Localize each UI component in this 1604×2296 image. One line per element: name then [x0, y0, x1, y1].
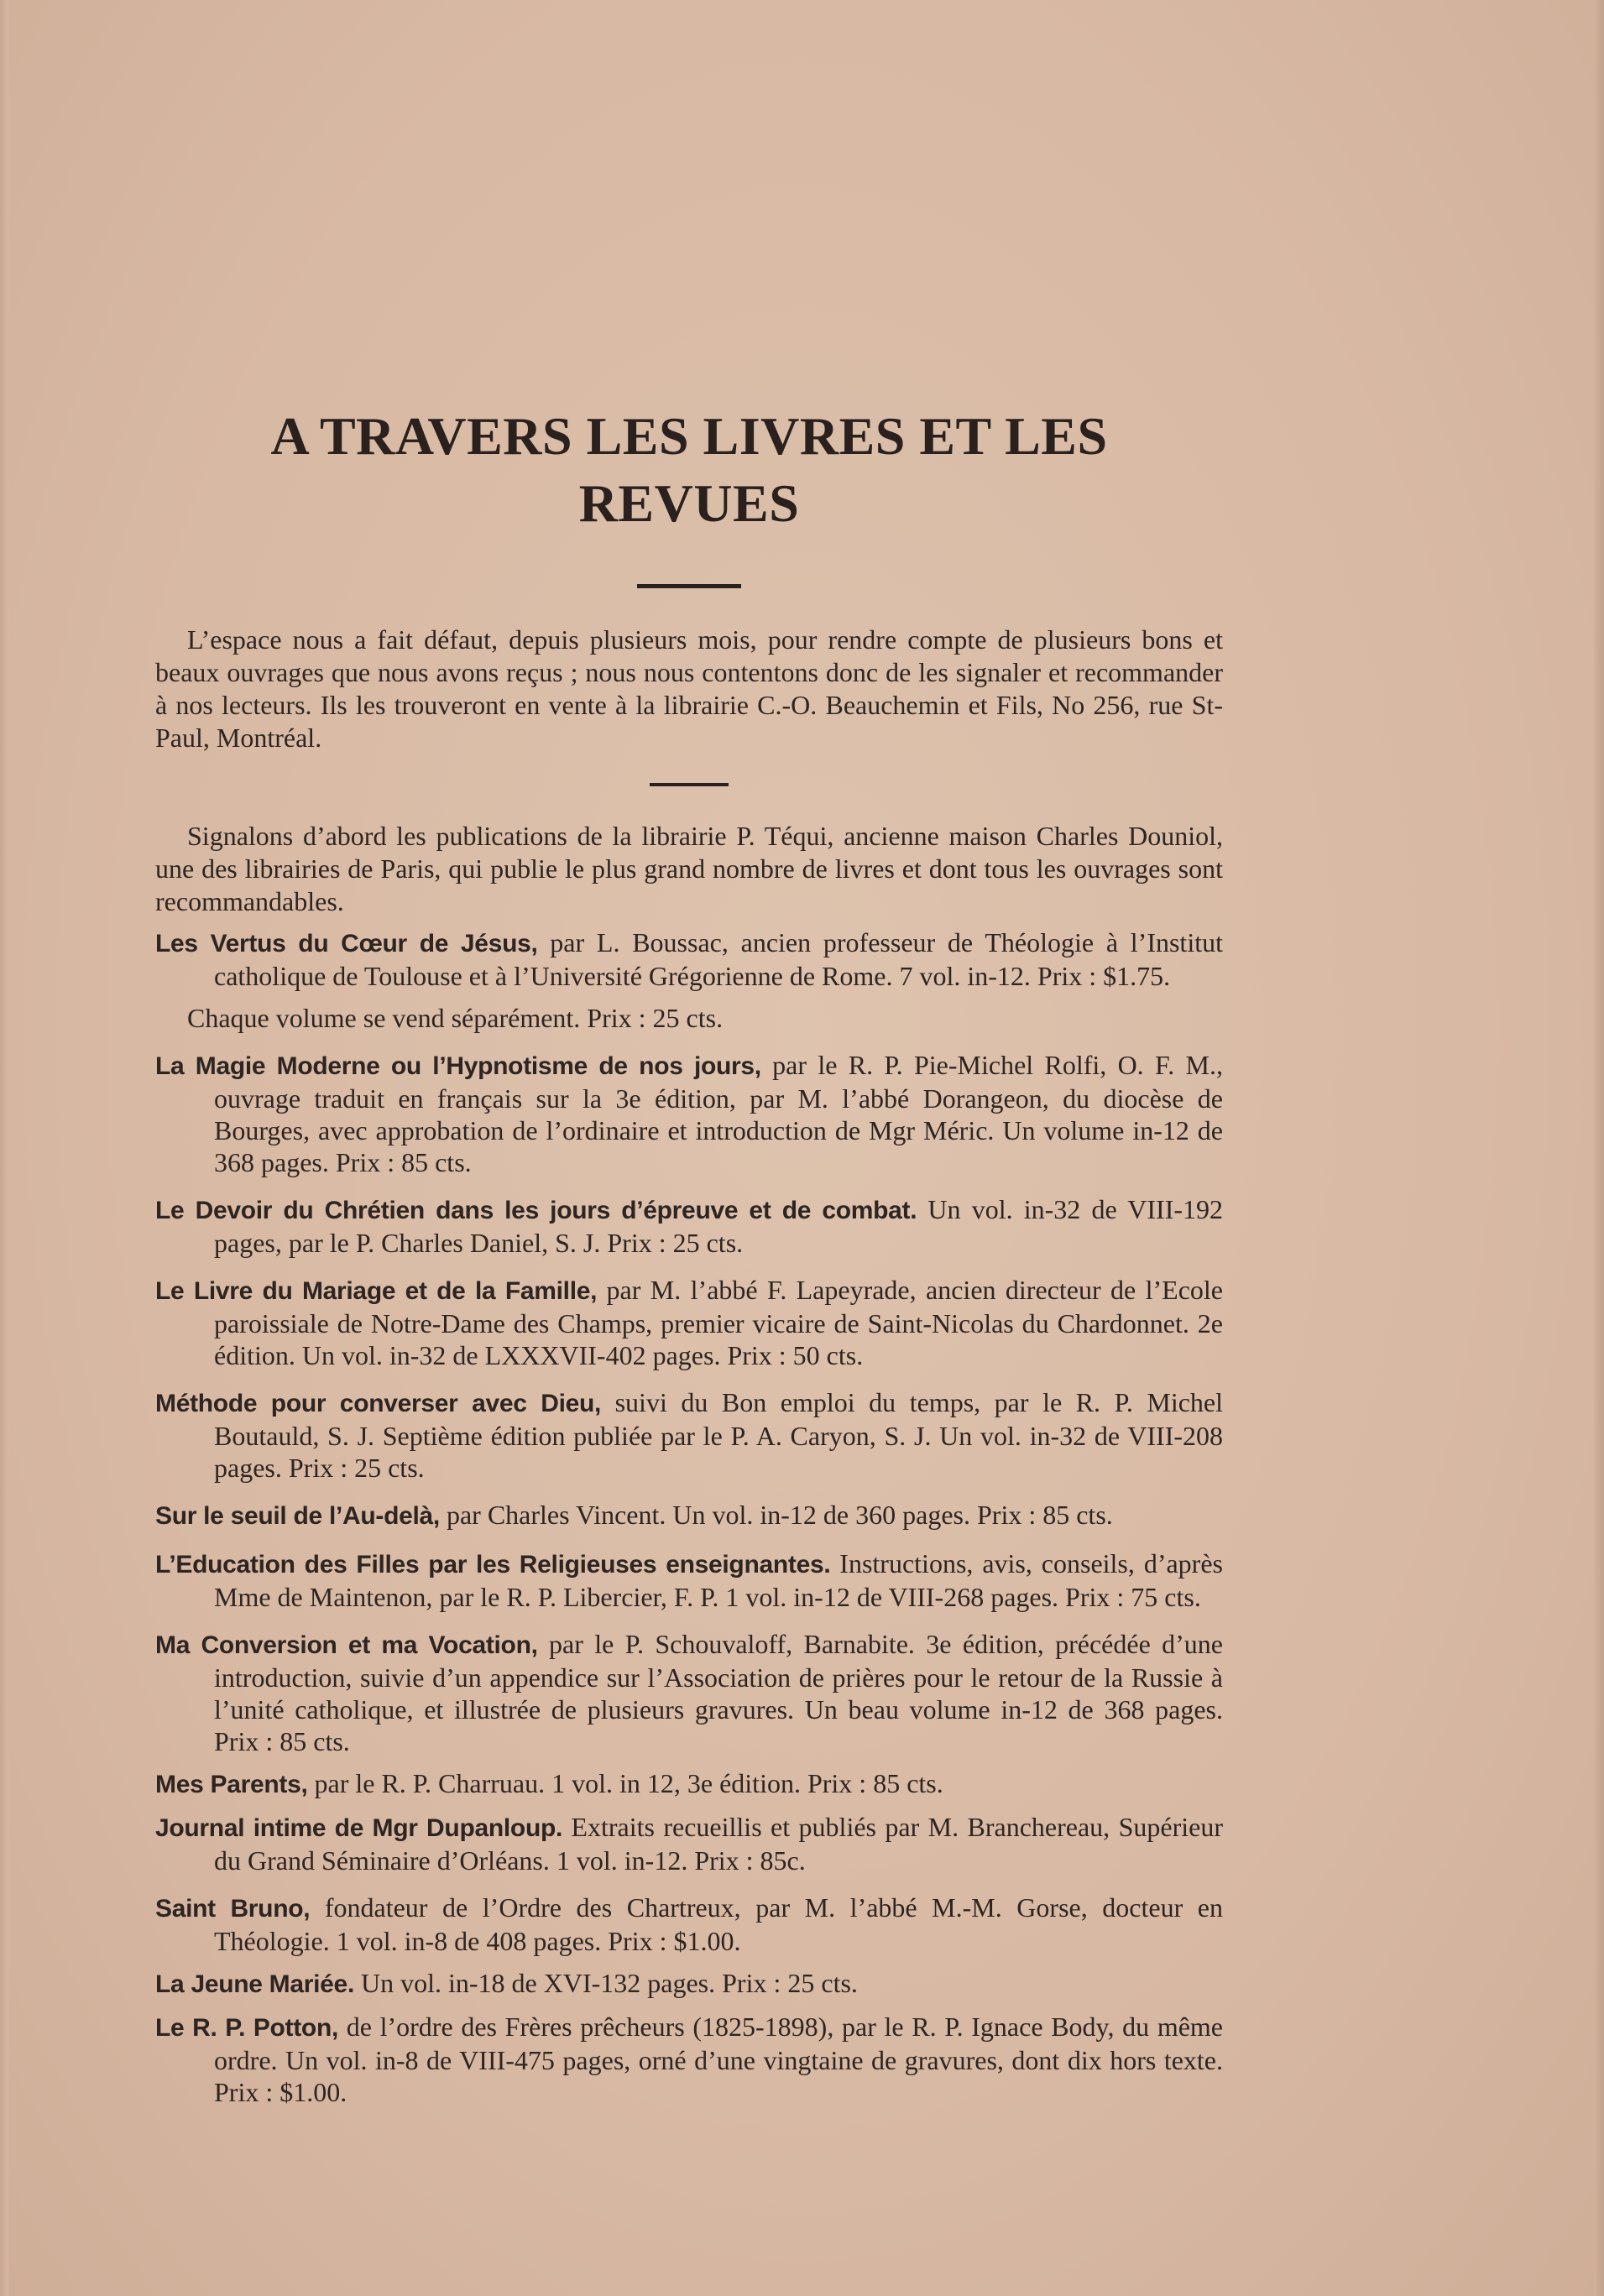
- book-description: fondateur de l’Ordre des Chartreux, par M. l’abbé M.-M. Gorse, docteur en Théologie. 1 vol. in-8 de 408 pages. Prix : $1.00.: [214, 1892, 1224, 1956]
- page-title: A TRAVERS LES LIVRES ET LES REVUES: [270, 406, 1108, 533]
- book-list: [155, 926, 1223, 2108]
- book-description: par M. l’abbé F. Lapeyrade, ancien directeur de l’Ecole paroissiale de Notre-Dame des Champs, premier vicaire de Saint-Nicolas du Chardonnet. 2e édition. Un vol. in-32 de LXXXVII-402 pages. Prix : 50 cts.: [214, 1275, 1224, 1370]
- book-entry: [155, 926, 1223, 992]
- book-entry: [155, 1547, 1223, 1613]
- book-title: Le Devoir du Chrétien dans les jours d’épreuve et de combat.: [155, 1197, 917, 1224]
- page-right-edge: [1594, 0, 1604, 2296]
- book-description: par le R. P. Pie-Michel Rolfi, O. F. M., ouvrage traduit en français sur la 3e édition, par M. l’abbé Dorangeon, du diocèse de Bourges, avec approbation de l’ordinaire et introduction de Mgr Méric. Un volume in-12 de 368 pages. Prix : 85 cts.: [214, 1050, 1224, 1177]
- book-entry: [155, 1049, 1223, 1178]
- book-title: L’Education des Filles par les Religieuses enseignantes.: [155, 1551, 831, 1578]
- book-description: suivi du Bon emploi du temps, par le R. P. Michel Boutauld, S. J. Septième édition publiée par le P. A. Caryon, S. J. Un vol. in-32 de VIII-208 pages. Prix : 25 cts.: [214, 1387, 1224, 1483]
- book-description: Instructions, avis, conseils, d’après Mme de Maintenon, par le R. P. Libercier, F. P. 1 vol. in-12 de VIII-268 pages. Prix : 75 cts.: [214, 1548, 1223, 1612]
- book-entry: [155, 2011, 1223, 2108]
- book-entry: [155, 1386, 1223, 1484]
- book-entry: [155, 1274, 1223, 1371]
- book-entry: [155, 1892, 1223, 1957]
- page-left-edge: [0, 0, 8, 2296]
- article: [155, 403, 1223, 2123]
- book-entry: [155, 1811, 1223, 1876]
- publisher-paragraph: Signalons d’abord les publications de la librairie P. Téqui, ancienne maison Charles Douniol, une des librairies de Paris, qui publie le plus grand nombre de livres et dont tous les ouvrages sont recommandables.: [155, 821, 1223, 916]
- book-title: Méthode pour converser avec Dieu,: [155, 1390, 602, 1417]
- book-description: Un vol. in-18 de XVI-132 pages. Prix : 25 cts.: [353, 1968, 858, 1998]
- intro-paragraph: L’espace nous a fait défaut, depuis plusieurs mois, pour rendre compte de plusieurs bons et beaux ouvrages que nous avons reçus ; nous nous contentons donc de les signaler et recommander à nos lecteurs. Ils les trouveront en vente à la librairie C.-O. Beauchemin et Fils, No 256, rue St-Paul, Montréal.: [155, 624, 1223, 753]
- book-title: La Magie Moderne ou l’Hypnotisme de nos jours,: [155, 1052, 761, 1080]
- book-title: Le R. P. Potton,: [155, 2014, 339, 2042]
- book-description: Extraits recueillis et publiés par M. Branchereau, Supérieur du Grand Séminaire d’Orléans. 1 vol. in-12. Prix : 85c.: [214, 1812, 1223, 1876]
- book-title: Sur le seuil de l’Au-delà,: [155, 1502, 440, 1530]
- book-title: Les Vertus du Cœur de Jésus,: [155, 930, 538, 958]
- title-divider: [637, 584, 741, 588]
- book-title: Ma Conversion et ma Vocation,: [155, 1631, 538, 1659]
- book-title: Journal intime de Mgr Dupanloup.: [155, 1814, 563, 1842]
- book-description: par le P. Schouvaloff, Barnabite. 3e édition, précédée d’une introduction, suivie d’un appendice sur l’Association de prières pour le retour de la Russie à l’unité catholique, et illustrée de plusieurs gravures. Un beau volume in-12 de 368 pages. Prix : 85 cts.: [214, 1629, 1224, 1756]
- book-description: par Charles Vincent. Un vol. in-12 de 360 pages. Prix : 85 cts.: [439, 1500, 1113, 1530]
- book-title: La Jeune Mariée.: [155, 1970, 354, 1998]
- book-title: Saint Bruno,: [155, 1895, 311, 1923]
- book-entry: [155, 1193, 1223, 1259]
- book-title: Le Livre du Mariage et de la Famille,: [155, 1277, 598, 1305]
- book-entry: [155, 1767, 1223, 1801]
- price-note: Chaque volume se vend séparément. Prix : 25 cts.: [187, 1003, 724, 1033]
- book-description: par L. Boussac, ancien professeur de Théologie à l’Institut catholique de Toulouse et à l’Université Grégorienne de Rome. 7 vol. in-12. Prix : $1.75.: [214, 927, 1223, 991]
- section-divider: [650, 783, 729, 786]
- book-description: de l’ordre des Frères prêcheurs (1825-1898), par le R. P. Ignace Body, du même ordre. Un vol. in-8 de VIII-475 pages, orné d’une vingtaine de gravures, dont dix hors texte. Prix : $1.00.: [214, 2012, 1224, 2107]
- book-description: Un vol. in-32 de VIII-192 pages, par le P. Charles Daniel, S. J. Prix : 25 cts.: [214, 1194, 1224, 1258]
- book-entry: [155, 1628, 1223, 1757]
- book-entry: [155, 1967, 1223, 2001]
- book-entry: [155, 1499, 1223, 1532]
- book-description: par le R. P. Charruau. 1 vol. in 12, 3e édition. Prix : 85 cts.: [307, 1768, 943, 1798]
- book-title: Mes Parents,: [155, 1771, 308, 1798]
